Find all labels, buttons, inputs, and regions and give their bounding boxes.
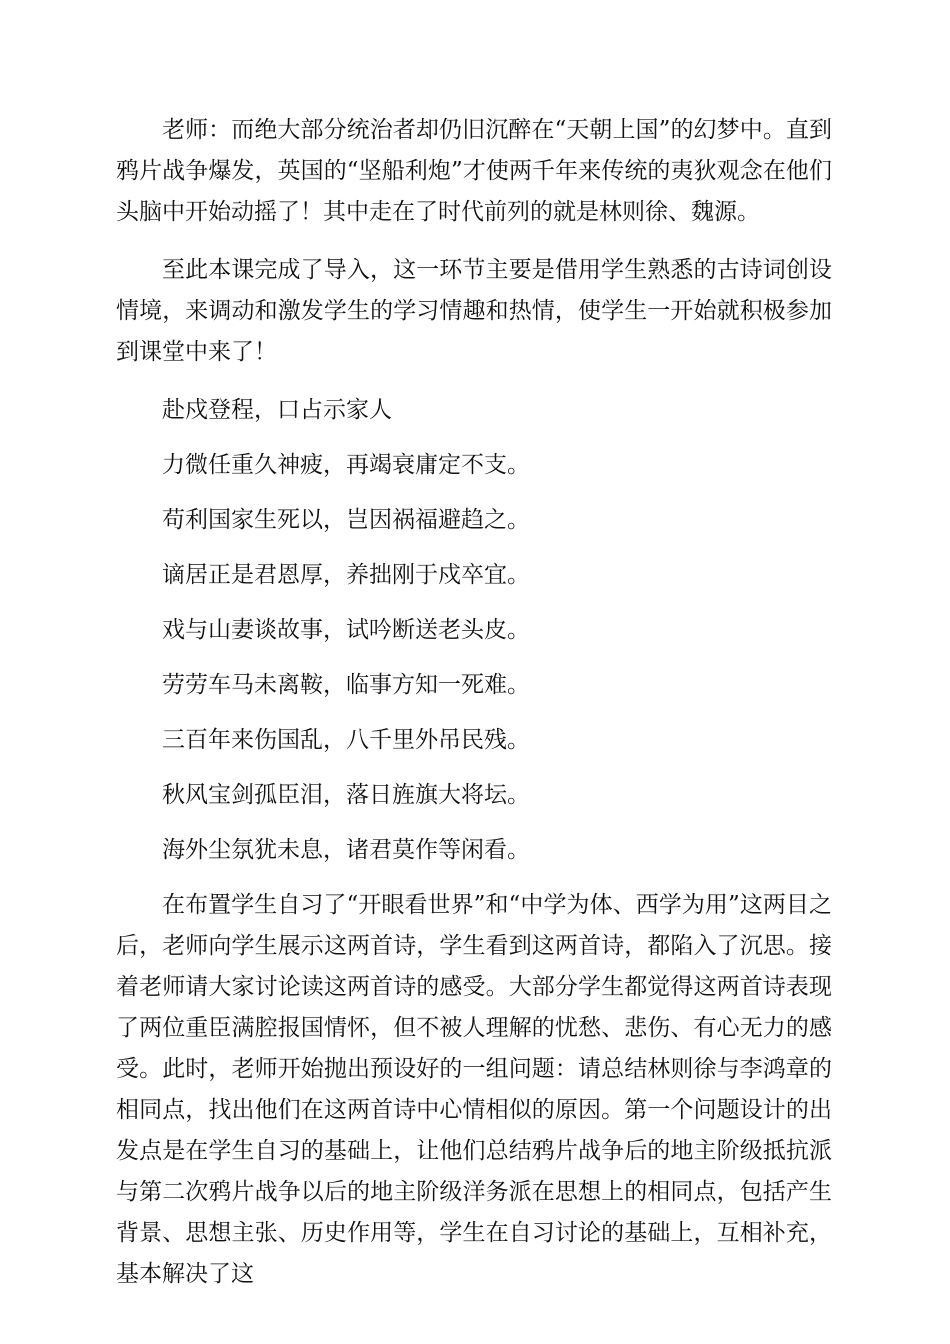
poem-line: 谪居正是君恩厚，养拙刚于戍卒宜。 (162, 562, 530, 588)
paragraph-lesson-intro: 至此本课完成了导入，这一环节主要是借用学生熟悉的古诗词创设情境，来调动和激发学生的学习情趣和热情，使学生一开始就积极参加到课堂中来了！ (116, 257, 832, 365)
poem-line: 海外尘氛犹未息，诸君莫作等闲看。 (162, 837, 530, 863)
poem-line: 秋风宝剑孤臣泪，落日旌旗大将坛。 (162, 782, 530, 808)
poem-line: 苟利国家生死以，岂因祸福避趋之。 (162, 507, 530, 533)
poem-line: 戏与山妻谈故事，试吟断送老头皮。 (162, 617, 530, 643)
paragraph-teacher-remark: 老师：而绝大部分统治者却仍旧沉醉在“天朝上国”的幻梦中。直到鸦片战争爆发，英国的“坚船利炮”才使两千年来传统的夷狄观念在他们头脑中开始动摇了！其中走在了时代前列的就是林则徐、魏源。 (116, 117, 832, 225)
poem-line: 力微任重久神疲，再竭衰庸定不支。 (162, 452, 530, 478)
poem-line: 劳劳车马未离鞍，临事方知一死难。 (162, 672, 530, 698)
document-body (116, 110, 832, 1312)
poem-line: 三百年来伤国乱，八千里外吊民残。 (162, 727, 530, 753)
paragraph-discussion: 在布置学生自习了“开眼看世界”和“中学为体、西学为用”这两目之后，老师向学生展示这两首诗，学生看到这两首诗，都陷入了沉思。接着老师请大家讨论读这两首诗的感受。大部分学生都觉得这两首诗表现了两位重臣满腔报国情怀，但不被人理解的忧愁、悲伤、有心无力的感受。此时，老师开始抛出预设好的一组问题：请总结林则徐与李鸿章的相同点，找出他们在这两首诗中心情相似的原因。第一个问题设计的出发点是在学生自习的基础上，让他们总结鸦片战争后的地主阶级抵抗派与第二次鸦片战争以后的地主阶级洋务派在思想上的相同点，包括产生背景、思想主张、历史作用等，学生在自习讨论的基础上，互相补充，基本解决了这 (116, 892, 832, 1287)
poem-title: 赴戍登程，口占示家人 (162, 397, 392, 423)
